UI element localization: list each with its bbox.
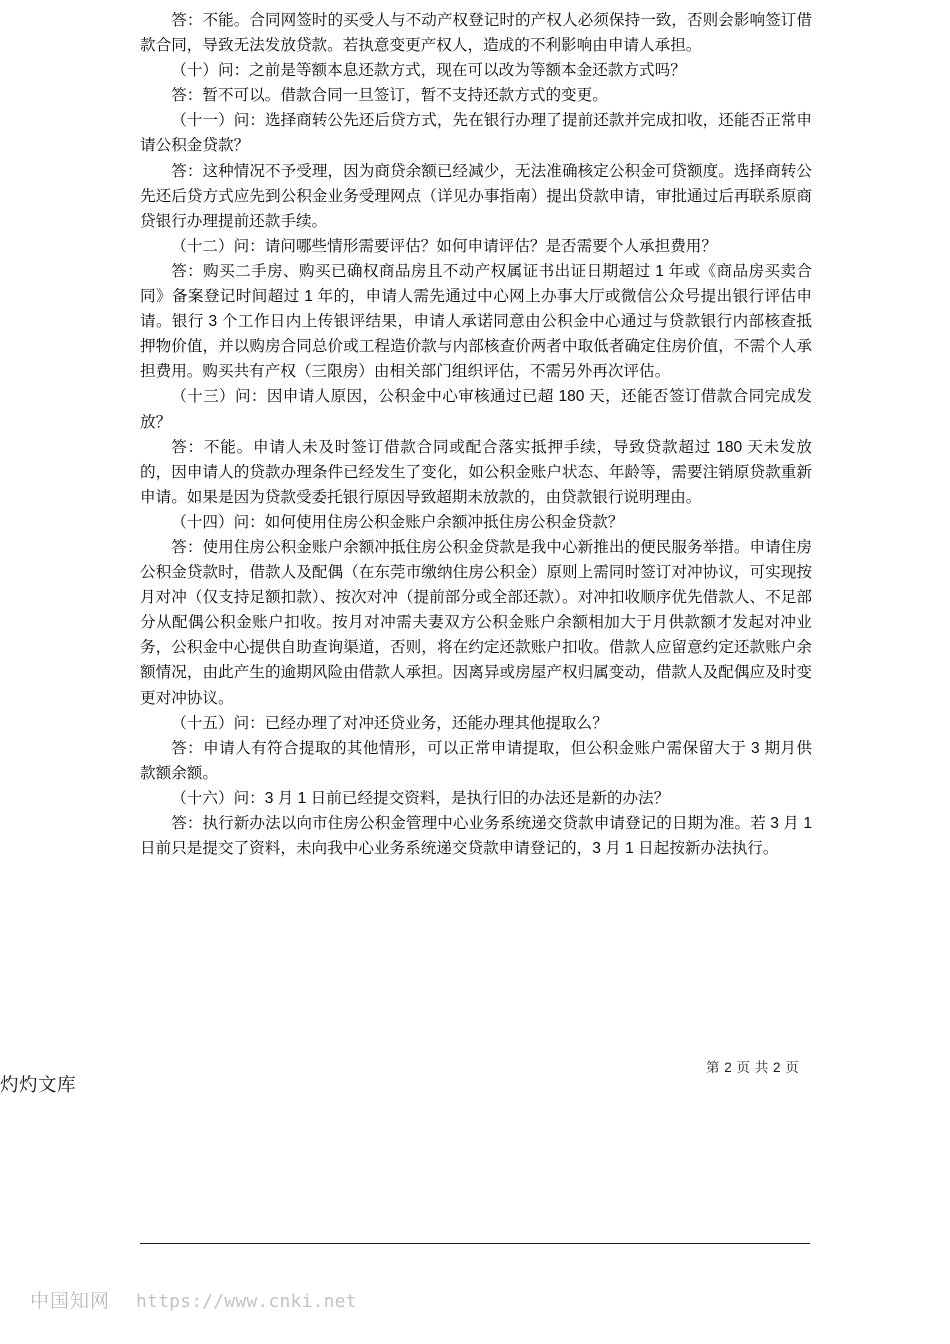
cnki-name: 中国知网 <box>30 1290 111 1312</box>
paragraph: （十一）问：选择商转公先还后贷方式，先在银行办理了提前还款并完成扣收，还能否正常申请公积金贷款？ <box>140 112 812 155</box>
paragraph: 答：暂不可以。借款合同一旦签订，暂不支持还款方式的变更。 <box>171 87 608 105</box>
watermark-label: 灼灼文库 <box>0 1074 77 1095</box>
paragraph: （十四）问：如何使用住房公积金账户余额冲抵住房公积金贷款？ <box>171 513 624 531</box>
document-body <box>140 8 812 861</box>
footer-divider <box>140 1243 810 1244</box>
paragraph: 答：使用住房公积金账户余额冲抵住房公积金贷款是我中心新推出的便民服务举措。申请住房公积金贷款时，借款人及配偶（在东莞市缴纳住房公积金）原则上需同时签订对冲协议，可实现按月对冲（仅支持足额扣款）、按次对冲（提前部分或全部还款）。对冲扣收顺序优先借款人、不足部分从配偶公积金账户扣收。按月对冲需夫妻双方公积金账户余额相加大于月供款额才发起对冲业务，公积金中心提供自助查询渠道，否则，将在约定还款账户扣收。借款人应留意约定还款账户余额情况，由此产生的逾期风险由借款人承担。因离异或房屋产权归属变动，借款人及配偶应及时变更对冲协议。 <box>140 538 812 707</box>
page-number: 第 2 页 共 2 页 <box>706 1060 800 1075</box>
paragraph: （十六）问：3 月 1 日前已经提交资料，是执行旧的办法还是新的办法？ <box>171 789 670 807</box>
cnki-url: https://www.cnki.net <box>136 1291 357 1312</box>
paragraph: 答：不能。合同网签时的买受人与不动产权登记时的产权人必须保持一致，否则会影响签订借款合同，导致无法发放贷款。若执意变更产权人，造成的不利影响由申请人承担。 <box>140 12 812 55</box>
paragraph: 答：执行新办法以向市住房公积金管理中心业务系统递交贷款申请登记的日期为准。若 3 月 1 日前只是提交了资料，未向我中心业务系统递交贷款申请登记的，3 月 1 日起按新办法执行。 <box>140 815 812 858</box>
paragraph: 答：购买二手房、购买已确权商品房且不动产权属证书出证日期超过 1 年或《商品房买卖合同》备案登记时间超过 1 年的，申请人需先通过中心网上办事大厅或微信公众号提出银行评估申请。银行 3 个工作日内上传银评结果，申请人承诺同意由公积金中心通过与贷款银行内部核查抵押物价值，并以购房合同总价或工程造价款与内部核查价两者中取低者确定住房价值，不需个人承担费用。购买共有产权（三限房）由相关部门组织评估，不需另外再次评估。 <box>140 262 812 381</box>
paragraph: （十）问：之前是等额本息还款方式，现在可以改为等额本金还款方式吗？ <box>171 62 686 80</box>
paragraph: 答：不能。申请人未及时签订借款合同或配合落实抵押手续，导致贷款超过 180 天未发放的，因申请人的贷款办理条件已经发生了变化，如公积金账户状态、年龄等，需要注销原贷款重新申请。如果是因为贷款受委托银行原因导致超期未放款的，由贷款银行说明理由。 <box>140 438 812 506</box>
paragraph: （十五）问：已经办理了对冲还贷业务，还能办理其他提取么？ <box>171 714 608 732</box>
paragraph: 答：这种情况不予受理，因为商贷余额已经减少，无法准确核定公积金可贷额度。选择商转公先还后贷方式应先到公积金业务受理网点（详见办事指南）提出贷款申请，审批通过后再联系原商贷银行办理提前还款手续。 <box>140 162 812 230</box>
paragraph: （十二）问：请问哪些情形需要评估？如何申请评估？是否需要个人承担费用？ <box>171 237 717 255</box>
cnki-credit <box>30 1292 357 1311</box>
paragraph: （十三）问：因申请人原因，公积金中心审核通过已超 180 天，还能否签订借款合同完成发放？ <box>140 388 812 431</box>
paragraph: 答：申请人有符合提取的其他情形，可以正常申请提取，但公积金账户需保留大于 3 期月供款额余额。 <box>140 739 812 782</box>
